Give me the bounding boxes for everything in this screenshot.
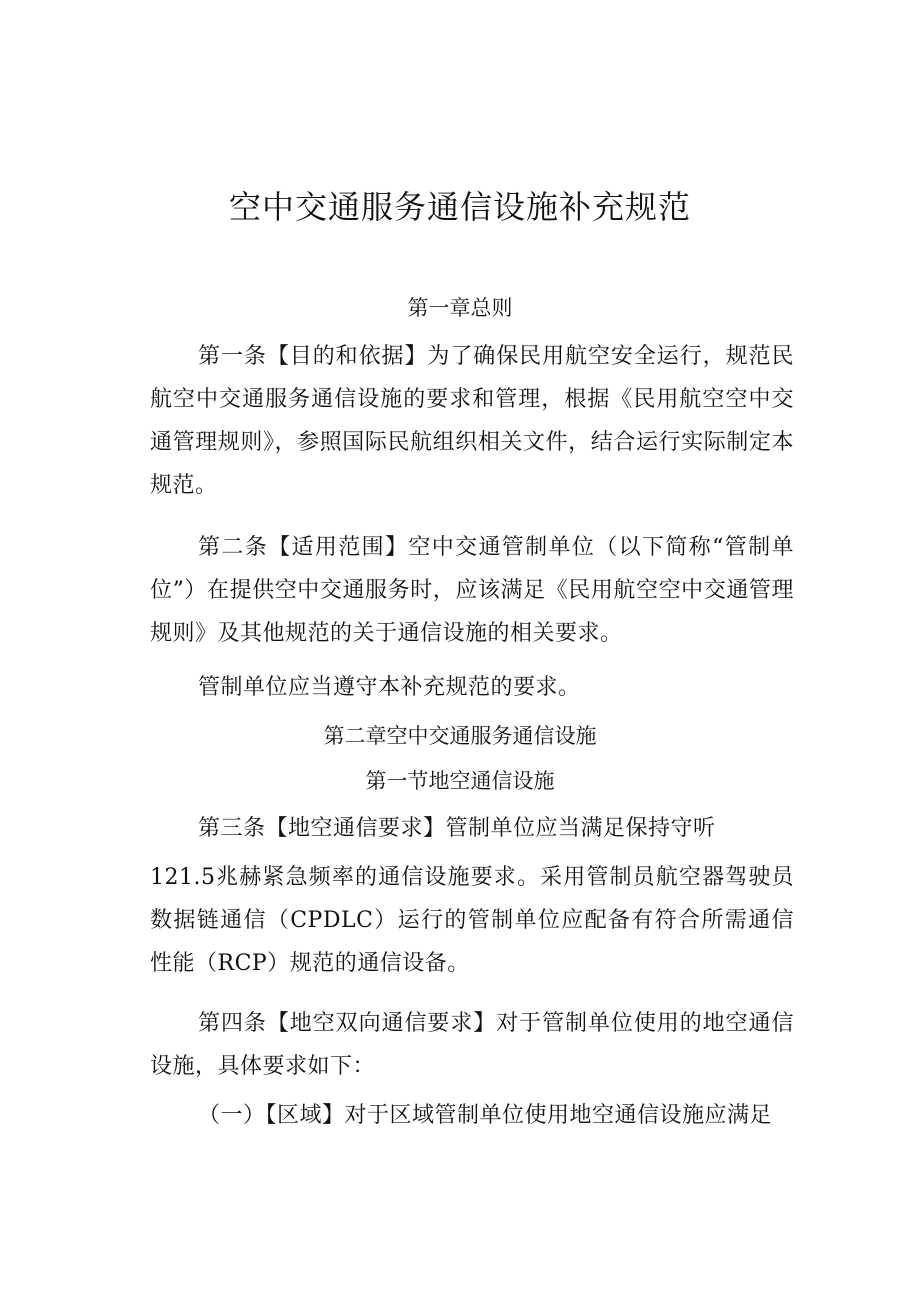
article-2-supplement: 管制单位应当遵守本补充规范的要求。 [198, 675, 581, 700]
section-1-heading: 第一节地空通信设施 [365, 769, 555, 793]
document-title: 空中交通服务通信设施补充规范 [228, 188, 691, 226]
article-4-item-1: （一）【区域】对于区域管制单位使用地空通信设施应满足 [198, 1103, 773, 1128]
article-1: 第一条【目的和依据】为了确保民用航空安全运行，规范民航空中交通服务通信设施的要求和管理，根据《民用航空空中交通管理规则》，参照国际民航组织相关文件，结合运行实际制定本规范。 [150, 344, 794, 498]
chapter-2-heading: 第二章空中交通服务通信设施 [323, 724, 597, 748]
article-3-first-line: 第三条【地空通信要求】管制单位应当满足保持守听 [198, 816, 716, 841]
article-4: 第四条【地空双向通信要求】对于管制单位使用的地空通信设施，具体要求如下： [150, 1011, 794, 1079]
article-2: 第二条【适用范围】空中交通管制单位（以下简称“管制单位”）在提供空中交通服务时，应该满足《民用航空空中交通管理规则》及其他规范的关于通信设施的相关要求。 [150, 535, 794, 646]
article-3-body: 121.5兆赫紧急频率的通信设施要求。采用管制员航空器驾驶员数据链通信（CPDLC）运行的管制单位应配备有符合所需通信性能（RCP）规范的通信设备。 [150, 865, 794, 976]
chapter-1-heading: 第一章总则 [407, 296, 513, 320]
